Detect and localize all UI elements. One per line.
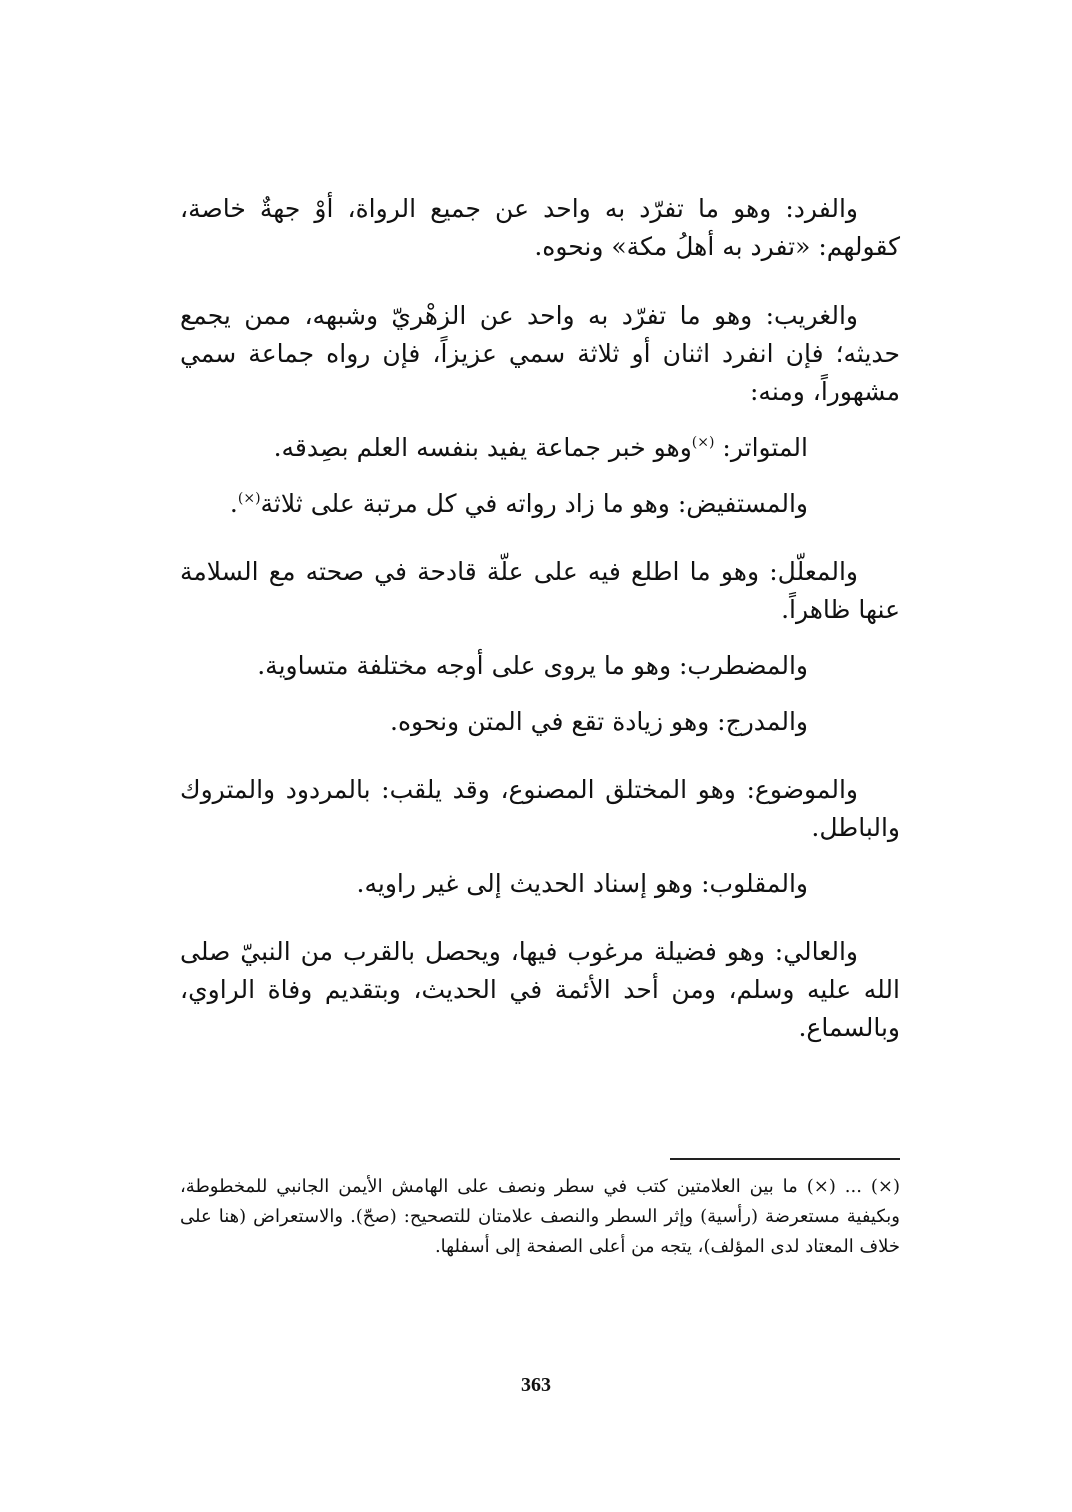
paragraph-mutawatir <box>180 429 900 467</box>
mustafid-definition: والمستفيض: وهو ما زاد رواته في كل مرتبة على ثلاثة <box>260 489 808 518</box>
paragraph-muallal: والمعلّل: وهو ما اطلع فيه على علّة قادحة في صحته مع السلامة عنها ظاهراً. <box>180 557 900 624</box>
paragraph-mudtarib: والمضطرب: وهو ما يروى على أوجه مختلفة متساوية. <box>257 651 808 680</box>
paragraph-maqlub: والمقلوب: وهو إسناد الحديث إلى غير راويه. <box>356 869 808 898</box>
paragraph-gharib: والغريب: وهو ما تفرّد به واحد عن الزهْريّ وشبهه، ممن يجمع حديثه؛ فإن انفرد اثنان أو ثلاثة سمي عزيزاً، فإن رواه جماعة سمي مشهوراً، ومنه: <box>180 301 900 406</box>
paragraph-mudraj: والمدرج: وهو زيادة تقع في المتن ونحوه. <box>390 707 808 736</box>
footnote-1: (×) ... (×) ما بين العلامتين كتب في سطر ونصف على الهامش الأيمن الجانبي للمخطوطة، وبكيفية مستعرضة (رأسية) وإثر السطر والنصف علامتان للتصحيح: (صحّ). والاستعراض (هنا على خلاف المعتاد لدى المؤلف)، يتجه من أعلى الصفحة إلى أسفلها. <box>180 1176 900 1257</box>
mutawatir-definition: وهو خبر جماعة يفيد بنفسه العلم بصِدقه. <box>273 433 692 462</box>
footnotes <box>180 1172 900 1262</box>
main-text <box>180 190 900 1078</box>
page-number: 363 <box>521 1374 551 1396</box>
footnote-divider <box>670 1158 900 1160</box>
paragraph-mawdu: والموضوع: وهو المختلق المصنوع، وقد يلقب: بالمردود والمتروك والباطل. <box>180 775 900 842</box>
mutawatir-term: المتواتر: <box>714 433 808 462</box>
footnote-marker-start: (×) <box>691 434 715 451</box>
paragraph-aali: والعالي: وهو فضيلة مرغوب فيها، ويحصل بالقرب من النبيّ صلى الله عليه وسلم، ومن أحد الأئمة في الحديث، وبتقديم وفاة الراوي، وبالسماع. <box>180 937 900 1042</box>
paragraph-mustafid <box>180 485 900 523</box>
paragraph-fard: والفرد: وهو ما تفرّد به واحد عن جميع الرواة، أوْ جهةٌ خاصة، كقولهم: «تفرد به أهلُ مكة» ونحوه. <box>180 194 900 261</box>
footnote-marker-end: (×) <box>237 490 261 507</box>
mustafid-end: . <box>229 489 238 518</box>
